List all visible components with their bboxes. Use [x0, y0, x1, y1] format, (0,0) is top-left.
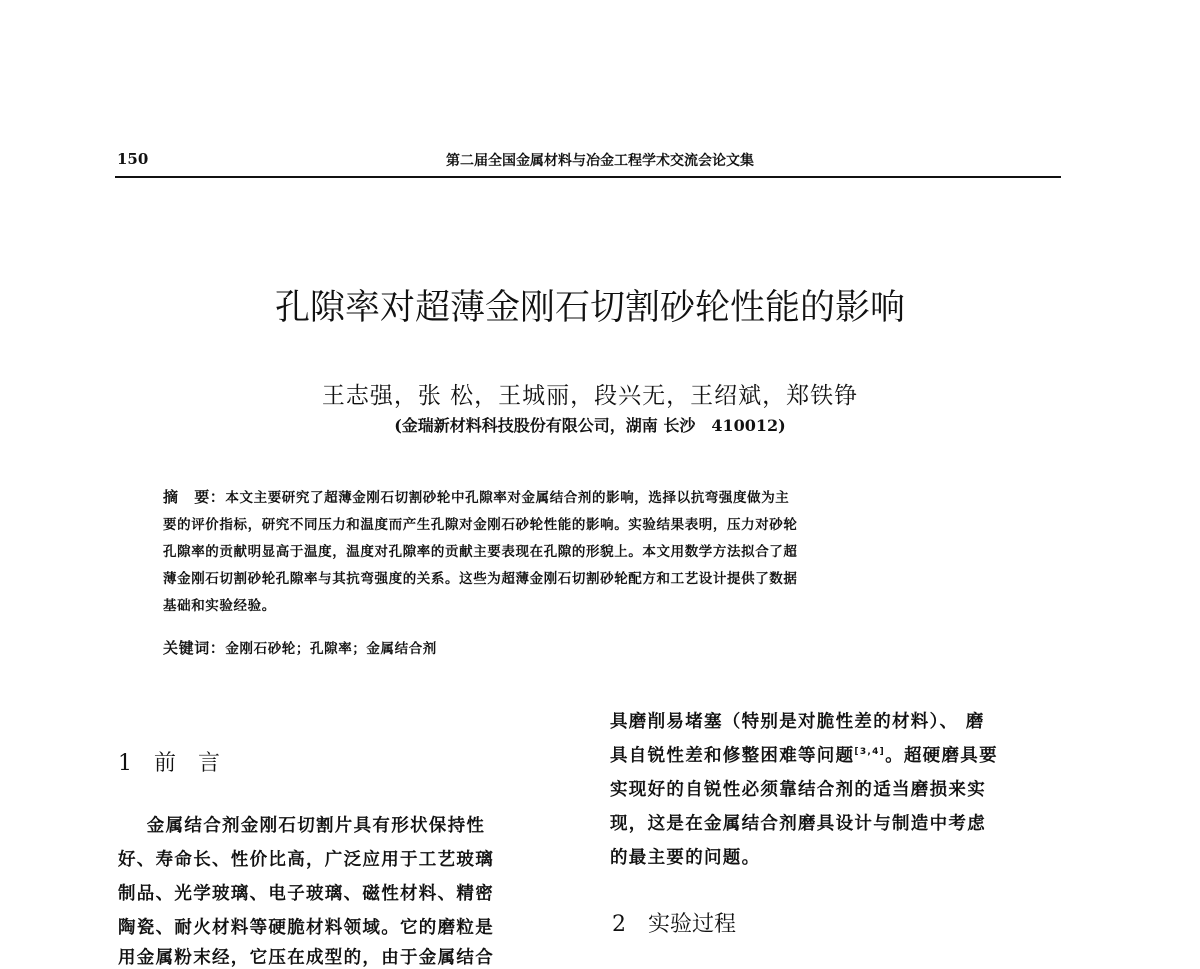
keywords-text: 金刚石砂轮；孔隙率；金属结合剂 — [225, 641, 437, 657]
body-line: 用金属粉末经，它压在成型的，由于金属结合 — [118, 948, 494, 968]
section-heading-2: 2 实验过程 — [612, 912, 736, 937]
body-line: 金属结合剂金刚石切割片具有形状保持性 — [128, 816, 486, 836]
body-text: 。超硬磨具要 — [885, 746, 998, 766]
keywords — [163, 637, 437, 658]
page-number: 150 — [117, 150, 149, 168]
section-heading-1: 1 前 言 — [118, 751, 220, 776]
body-line: 的最主要的问题。 — [610, 848, 761, 868]
body-line: 制品、光学玻璃、电子玻璃、磁性材料、精密 — [118, 884, 494, 904]
abstract-text: 本文主要研究了超薄金刚石切割砂轮中孔隙率对金属结合剂的影响，选择以抗弯强度做为主 — [225, 490, 790, 506]
running-header: 第二届全国金属材料与冶金工程学术交流会论文集 — [446, 153, 754, 169]
abstract-line: 孔隙率的贡献明显高于温度，温度对孔隙率的贡献主要表现在孔隙的形貌上。本文用数学方法拟合了超 — [163, 544, 798, 560]
affiliation: (金瑞新材料科技股份有限公司，湖南 长沙 410012) — [394, 416, 786, 435]
body-line: 具磨削易堵塞（特别是对脆性差的材料）、 磨 — [610, 712, 985, 732]
abstract-line: 薄金刚石切割砂轮孔隙率与其抗弯强度的关系。这些为超薄金刚石切割砂轮配方和工艺设计提供了数据 — [163, 571, 798, 587]
body-line: 陶瓷、耐火材料等硬脆材料领域。它的磨粒是 — [118, 918, 494, 938]
body-line: 实现好的自锐性必须靠结合剂的适当磨损来实 — [610, 780, 986, 800]
citation: [3,4] — [854, 747, 886, 758]
body-text: 具自锐性差和修整困难等问题 — [610, 746, 855, 766]
header-rule — [115, 176, 1061, 178]
abstract-line: 要的评价指标，研究不同压力和温度而产生孔隙对金刚石砂轮性能的影响。实验结果表明，压力对砂轮 — [163, 517, 798, 533]
abstract-line — [163, 486, 789, 507]
body-line: 现，这是在金属结合剂磨具设计与制造中考虑 — [610, 814, 986, 834]
keywords-label: 关键词： — [163, 639, 226, 657]
abstract-line: 基础和实验经验。 — [163, 598, 276, 614]
authors: 王志强，张 松，王城丽，段兴无，王绍斌，郑铁铮 — [321, 383, 859, 409]
abstract-label: 摘 要： — [163, 488, 226, 506]
body-line — [610, 742, 998, 767]
body-line: 好、寿命长、性价比高，广泛应用于工艺玻璃 — [118, 850, 494, 870]
paper-title: 孔隙率对超薄金刚石切割砂轮性能的影响 — [274, 288, 905, 328]
